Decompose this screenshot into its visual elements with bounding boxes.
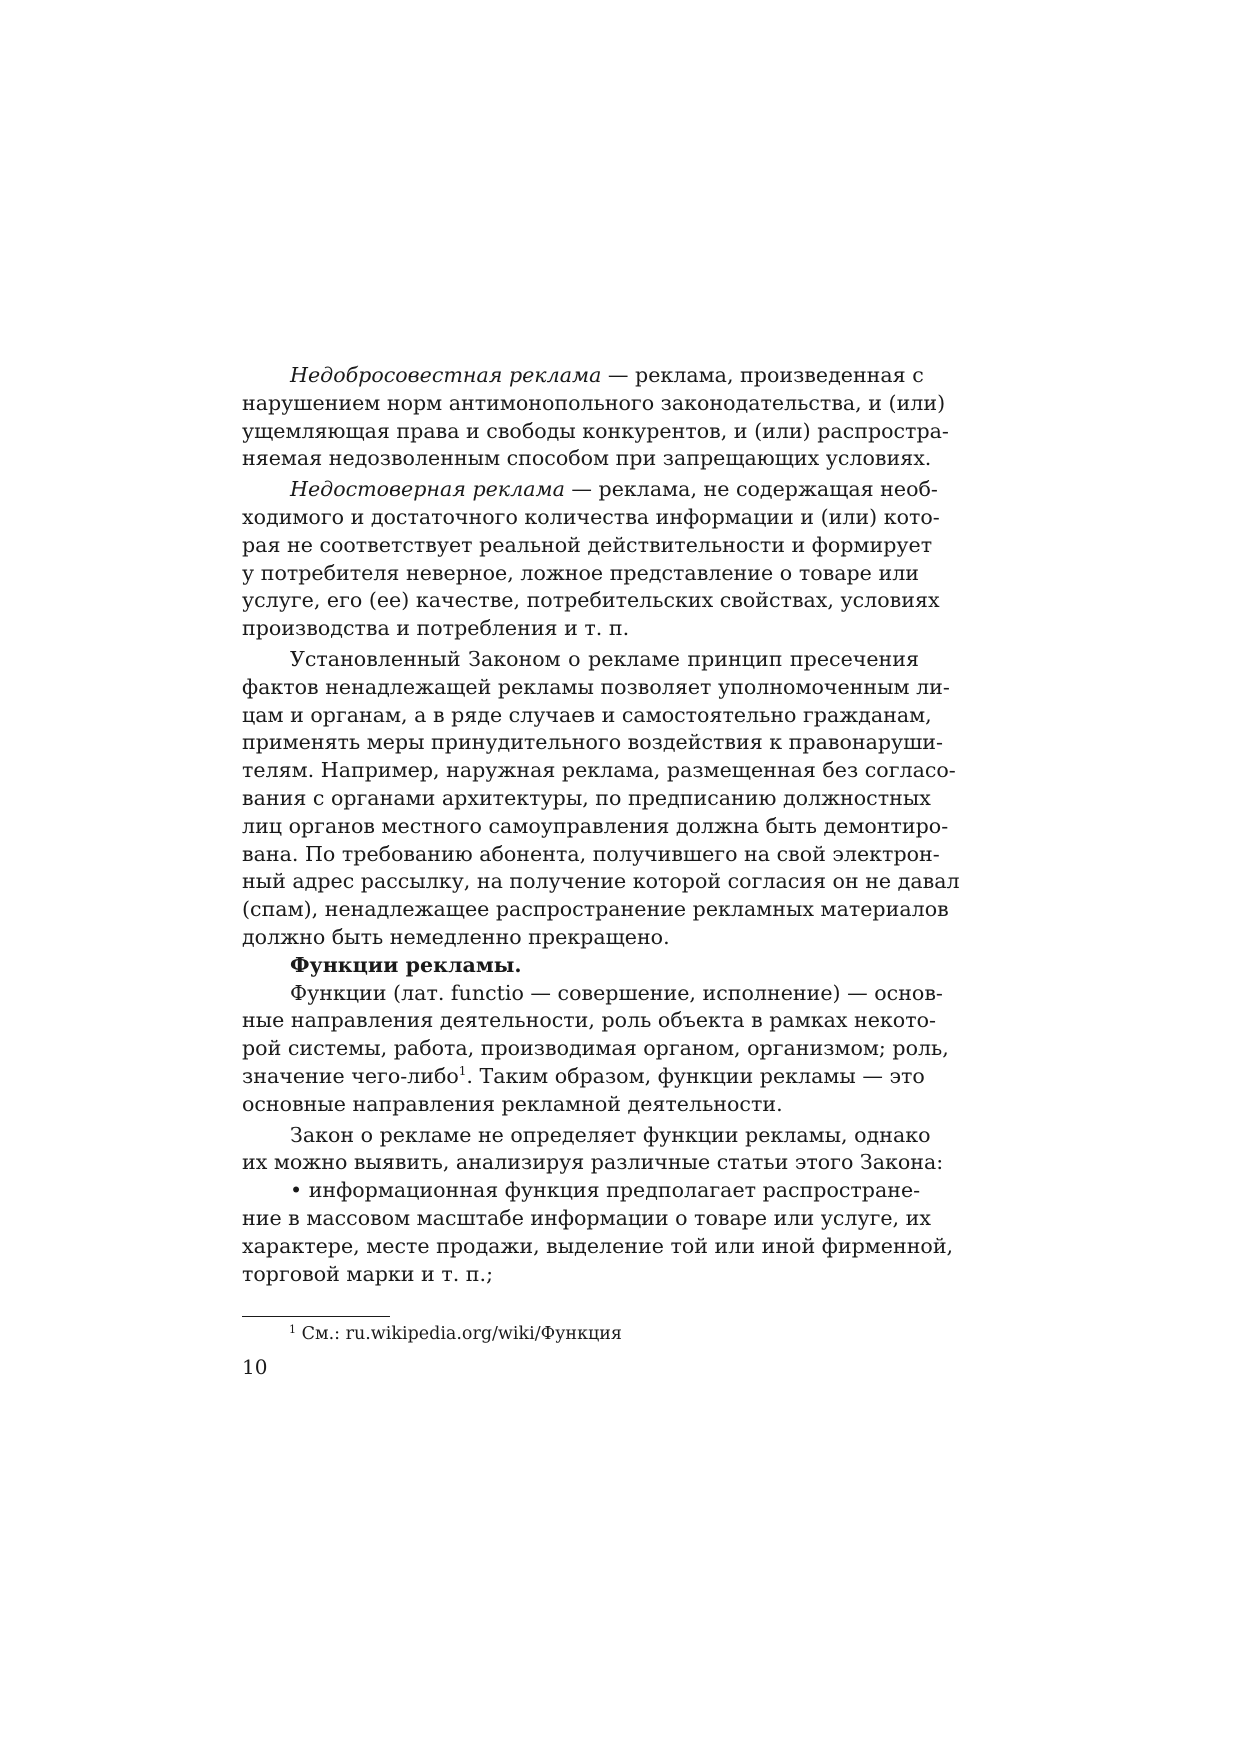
para2-line-2: ходимого и достаточного количества информации и (или) кото- — [242, 504, 940, 529]
para3-line-7: лиц органов местного самоуправления должна быть демонтиро- — [242, 813, 949, 838]
section-heading: Функции рекламы. — [290, 952, 522, 977]
para3-line-9: ный адрес рассылку, на получение которой согласия он не давал — [242, 869, 960, 894]
footnote-reference: 1 — [458, 1063, 467, 1078]
para3-line-2: фактов ненадлежащей рекламы позволяет уполномоченным ли- — [242, 674, 950, 699]
footnote-text: См.: ru.wikipedia.org/wiki/Функция — [296, 1324, 622, 1344]
para4-line-5: основные направления рекламной деятельности. — [242, 1091, 783, 1116]
main-text — [242, 362, 960, 1288]
para4-line-3: рой системы, работа, производимая органом, организмом; роль, — [242, 1036, 949, 1061]
para3-line-8: вана. По требованию абонента, получившего на свой электрон- — [242, 841, 940, 866]
bullet1-line-3: характере, месте продажи, выделение той или иной фирменной, — [242, 1233, 954, 1258]
para1-term: Недобросовестная реклама — [290, 363, 602, 387]
bullet1-line-1: • информационная функция предполагает распростране- — [290, 1178, 921, 1203]
para2-line-1-rest: — реклама, не содержащая необ- — [564, 477, 938, 502]
page-number: 10 — [242, 1355, 268, 1379]
para2-line-1 — [242, 476, 938, 504]
para3-line-1: Установленный Законом о рекламе принцип пресечения — [290, 646, 919, 671]
para4-line-4-before: значение чего-либо — [242, 1063, 459, 1088]
para4-line-2: ные направления деятельности, роль объекта в рамках некото- — [242, 1008, 936, 1033]
para1-line-2: нарушением норм антимонопольного законодательства, и (или) — [242, 390, 946, 415]
para5-line-2: их можно выявить, анализируя различные статьи этого Закона: — [242, 1150, 944, 1175]
footnote-mark: 1 — [289, 1323, 296, 1336]
bullet1-line-4: торговой марки и т. п.; — [242, 1261, 494, 1286]
para4-line-4-after: . Таким образом, функции рекламы — это — [466, 1063, 925, 1088]
para1-line-3: ущемляющая права и свободы конкурентов, и (или) распростра- — [242, 418, 949, 443]
para3-line-10: (спам), ненадлежащее распространение рекламных материалов — [242, 897, 949, 922]
para3-line-11: должно быть немедленно прекращено. — [242, 924, 670, 949]
para1-line-1 — [242, 362, 924, 390]
para4-line-4 — [242, 1063, 925, 1091]
para2-line-5: услуге, его (ее) качестве, потребительских свойствах, условиях — [242, 588, 940, 613]
para2-line-3: рая не соответствует реальной действительности и формирует — [242, 532, 933, 557]
para2-line-6: производства и потребления и т. п. — [242, 616, 630, 641]
para3-line-3: цам и органам, а в ряде случаев и самостоятельно гражданам, — [242, 702, 932, 727]
para3-line-6: вания с органами архитектуры, по предписанию должностных — [242, 785, 931, 810]
para4-line-1: Функции (лат. functio — совершение, исполнение) — основ- — [290, 980, 943, 1005]
bullet1-line-2: ние в массовом масштабе информации о товаре или услуге, их — [242, 1205, 931, 1230]
para2-line-4: у потребителя неверное, ложное представление о товаре или — [242, 560, 919, 585]
para1-line-1-rest: — реклама, произведенная с — [601, 363, 924, 387]
para3-line-4: применять меры принудительного воздействия к правонаруши- — [242, 730, 943, 755]
footnote — [289, 1323, 622, 1345]
para1-line-4: няемая недозволенным способом при запрещающих условиях. — [242, 446, 932, 471]
para5-line-1: Закон о рекламе не определяет функции рекламы, однако — [290, 1122, 931, 1147]
para2-term: Недостоверная реклама — [290, 477, 565, 502]
para3-line-5: телям. Например, наружная реклама, размещенная без согласо- — [242, 758, 956, 783]
footnote-rule — [242, 1316, 390, 1317]
